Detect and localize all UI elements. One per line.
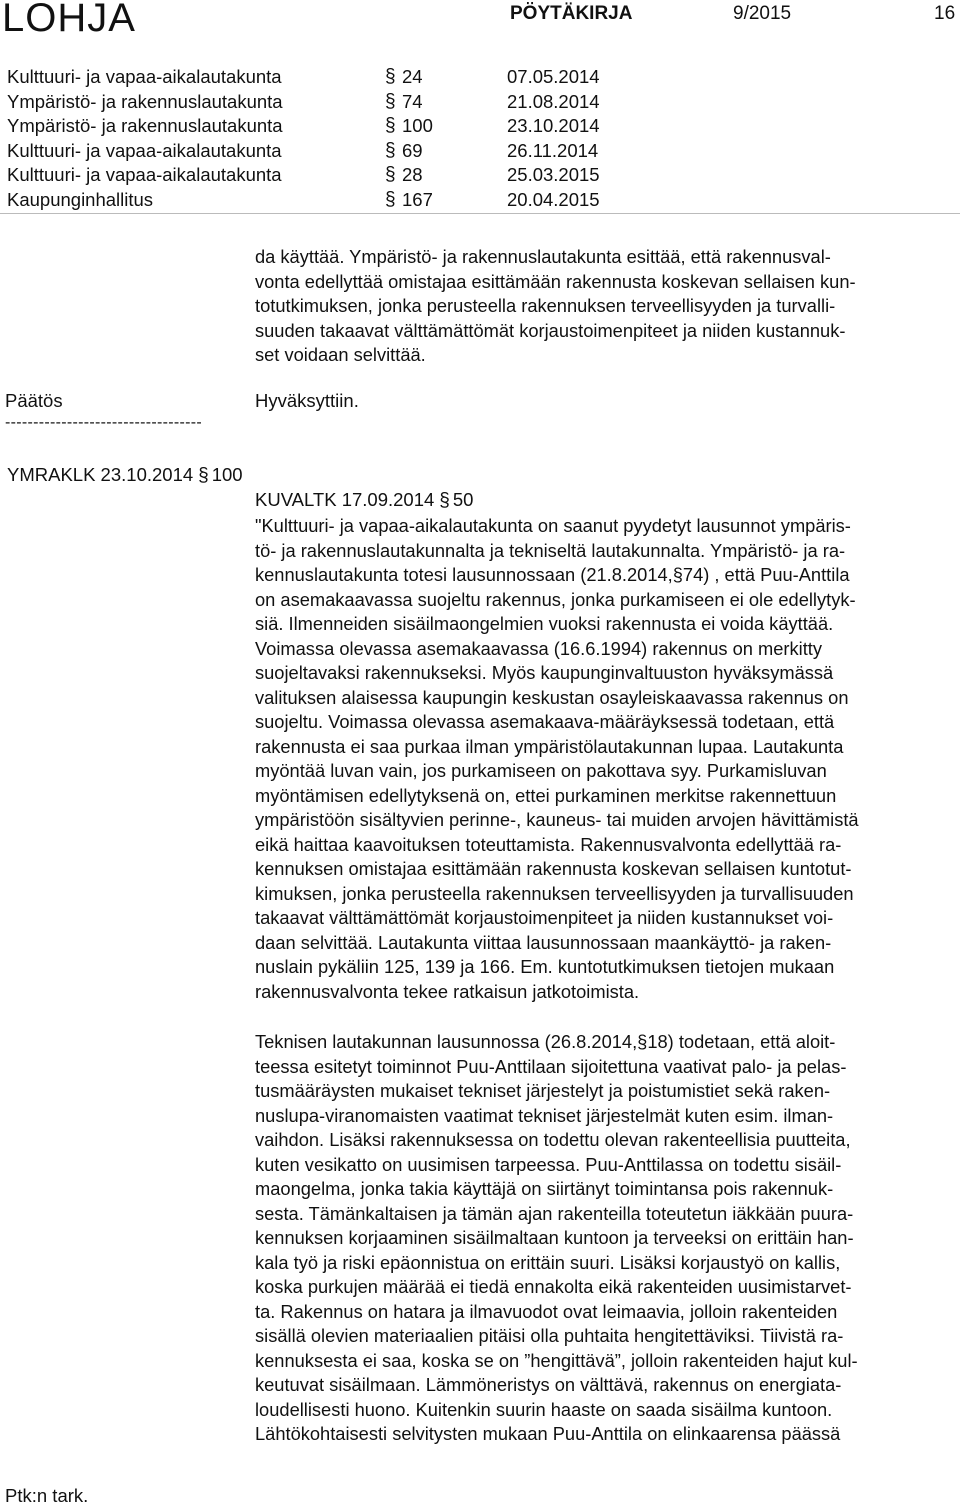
- history-organ: Kulttuuri- ja vapaa-aikalautakunta: [7, 66, 282, 87]
- history-divider: [0, 213, 960, 214]
- text-line: suojeltavaksi rakennukseksi. Myös kaupunginvaltuuston hyväksymässä: [255, 662, 834, 683]
- text-line: on asemakaavassa suojeltu rakennus, jonka purkamiseen ei ole edellytyk-: [255, 588, 856, 610]
- section-mark-icon: §: [385, 188, 396, 210]
- text-line: takaavat välttämättömät korjaustoimenpiteet ja niiden kustannukset voi-: [255, 907, 834, 928]
- history-organ: Kulttuuri- ja vapaa-aikalautakunta: [7, 164, 282, 185]
- logo: LOHJA: [2, 0, 136, 40]
- text-line: daan selvittää. Lautakunta viittaa lausunnossaan maankäyttö- ja raken-: [255, 931, 832, 953]
- body-paragraph-2: [255, 1030, 955, 1447]
- intro-paragraph: [255, 245, 955, 368]
- text-line: totutkimuksen, jonka perusteella rakennuksen terveellisyyden ja turvalli-: [255, 295, 836, 316]
- text-line: maongelma, jonka takia käyttäjä on siirtänyt toimintansa pois rakennuk-: [255, 1178, 834, 1199]
- history-date: 23.10.2014: [507, 115, 600, 136]
- section-mark-icon: §: [198, 465, 209, 486]
- history-section-number: 69: [402, 139, 423, 161]
- text-line: "Kulttuuri- ja vapaa-aikalautakunta on saanut pyydetyt lausunnot ympäris-: [255, 515, 851, 536]
- history-organ: Ympäristö- ja rakennuslautakunta: [7, 115, 283, 136]
- reference-organ: KUVALTK 17.09.2014: [255, 489, 435, 510]
- reference-ymraklk: [7, 464, 243, 487]
- text-line: myöntämisen edellytyksenä on, ettei purkaminen merkitse rakennettuun: [255, 784, 837, 806]
- text-line: Voimassa olevassa asemakaavassa (16.6.1994) rakennus on merkitty: [255, 637, 823, 659]
- history-date: 25.03.2015: [507, 164, 600, 185]
- document-number: 9/2015: [733, 3, 792, 24]
- section-mark-icon: §: [385, 90, 396, 112]
- text-line: ympäristöön sisältyvien perinne-, kauneus- tai muiden arvojen hävittämistä: [255, 809, 859, 830]
- text-line: valituksen alaisessa kaupungin keskustan osayleiskaavassa rakennus on: [255, 686, 849, 708]
- text-line: nuslupa-viranomaisten vaatimat tekniset järjestelmät kuten esim. ilman-: [255, 1104, 834, 1126]
- reference-number: 100: [211, 464, 243, 485]
- text-line: vaihdon. Lisäksi rakennuksessa on todettu olevan rakenteellisia puutteita,: [255, 1129, 851, 1150]
- text-line: eikä haittaa kaavoituksen toteuttamista. Rakennusvalvonta edellyttää ra-: [255, 833, 842, 855]
- text-line: rakennusta ei saa purkaa ilman ympäristölautakunnan lupaa. Lautakunta: [255, 735, 844, 757]
- text-line: kennuksesta ei saa, koska se on ”hengittävä”, jolloin rakenteiden hajut kul-: [255, 1349, 858, 1371]
- text-line: vonta edellyttää omistajaa esittämään rakennusta koskevan sellaisen kun-: [255, 270, 856, 292]
- history-date: 07.05.2014: [507, 66, 600, 87]
- history-date: 26.11.2014: [507, 139, 599, 161]
- text-line: siä. Ilmenneiden sisäilmaongelmien vuoksi rakennusta ei voida käyttää.: [255, 613, 834, 634]
- text-line: kimuksen, jonka perusteella rakennuksen terveellisyyden ja turvallisuuden: [255, 882, 854, 904]
- text-line: teessa esitetyt toiminnot Puu-Anttilaan sijoitettuna vaativat palo- ja pelas-: [255, 1055, 847, 1077]
- text-line: suuden takaavat välttämättömät korjaustoimenpiteet ja niiden kustannuk-: [255, 319, 846, 341]
- text-line: suojeltu. Voimassa olevassa asemakaava-määräyksessä todetaan, että: [255, 711, 835, 732]
- text-line: nuslain pykäliin 125, 139 ja 166. Em. kuntotutkimuksen tietojen mukaan: [255, 956, 835, 977]
- text-line: ta. Rakennus on hatara ja ilmavuodot ovat leimaavia, jolloin rakenteiden: [255, 1300, 838, 1322]
- text-line: Lähtökohtaisesti selvitysten mukaan Puu-Anttila on elinkaarensa päässä: [255, 1423, 841, 1444]
- text-line: sesta. Tämänkaltaisen ja tämän ajan rakenteilla toteutetun iäkkään puura-: [255, 1202, 854, 1224]
- text-line: tö- ja rakennuslautakunnalta ja tekniseltä lautakunnalta. Ympäristö- ja ra-: [255, 539, 846, 561]
- history-section-number: 24: [402, 66, 423, 87]
- section-mark-icon: §: [385, 164, 396, 185]
- text-line: sisällä olevien materiaalien pitäisi olla puhtaita hengitettäviksi. Tiivistä ra-: [255, 1325, 844, 1346]
- reference-kuvaltk: [255, 489, 473, 512]
- text-line: koska purkujen määrää ei tiedä ennakolta eikä rakenteiden uusimistarvet-: [255, 1276, 852, 1297]
- text-line: keutuvat sisäilmaan. Lämmöneristys on välttävä, rakennus on energiata-: [255, 1374, 842, 1395]
- text-line: kala työ ja riski epäonnistua on erittäin suuri. Lisäksi korjaustyö on kallis,: [255, 1251, 841, 1273]
- text-line: kennuslautakunta totesi lausunnossaan (21.8.2014,§74) , että Puu-Anttila: [255, 564, 850, 585]
- history-section-number: 100: [402, 115, 433, 136]
- history-organ: Kulttuuri- ja vapaa-aikalautakunta: [7, 139, 282, 161]
- history-organ: Ympäristö- ja rakennuslautakunta: [7, 90, 283, 112]
- history-section-number: 167: [402, 188, 433, 210]
- decision-label: Päätös: [5, 390, 63, 411]
- body-paragraph-1: [255, 514, 955, 1004]
- text-line: loudellisesti huono. Kuitenkin suurin haaste on saada sisäilma kuntoon.: [255, 1398, 833, 1420]
- page-number: 16: [934, 3, 956, 24]
- history-date: 20.04.2015: [507, 188, 600, 210]
- section-mark-icon: §: [439, 490, 450, 511]
- separator-line: -----------------------------------: [5, 414, 202, 431]
- text-line: kennuksen korjaaminen sisäilmaltaan kuntoon ja terveeksi on erittäin han-: [255, 1227, 854, 1248]
- section-mark-icon: §: [385, 139, 396, 161]
- text-line: tusmääräysten mukaiset tekniset järjestelyt ja poistumistiet sekä raken-: [255, 1080, 831, 1101]
- history-organ: Kaupunginhallitus: [7, 188, 154, 210]
- section-mark-icon: §: [385, 66, 396, 87]
- reference-organ: YMRAKLK 23.10.2014: [7, 464, 194, 485]
- review-footer: Ptk:n tark.: [5, 1485, 89, 1506]
- section-mark-icon: §: [385, 115, 396, 136]
- text-line: myöntää luvan vain, jos purkamiseen on pakottava syy. Purkamisluvan: [255, 760, 827, 781]
- text-line: rakennusvalvonta tekee ratkaisun jatkotoimista.: [255, 980, 640, 1002]
- reference-number: 50: [452, 489, 474, 510]
- history-section-number: 28: [402, 164, 423, 185]
- document-type: PÖYTÄKIRJA: [510, 3, 633, 24]
- text-line: kuten vesikatto on uusimisen tarpeessa. Puu-Anttilassa on todettu sisäil-: [255, 1153, 842, 1175]
- history-date: 21.08.2014: [507, 90, 600, 112]
- decision-text: Hyväksyttiin.: [255, 390, 359, 411]
- text-line: set voidaan selvittää.: [255, 344, 426, 365]
- text-line: da käyttää. Ympäristö- ja rakennuslautakunta esittää, että rakennusval-: [255, 246, 831, 267]
- history-section-number: 74: [402, 90, 423, 112]
- text-line: Teknisen lautakunnan lausunnossa (26.8.2014,§18) todetaan, että aloit-: [255, 1031, 836, 1052]
- text-line: kennuksen omistajaa esittämään rakennusta koskevan sellaisen kuntotut-: [255, 858, 852, 879]
